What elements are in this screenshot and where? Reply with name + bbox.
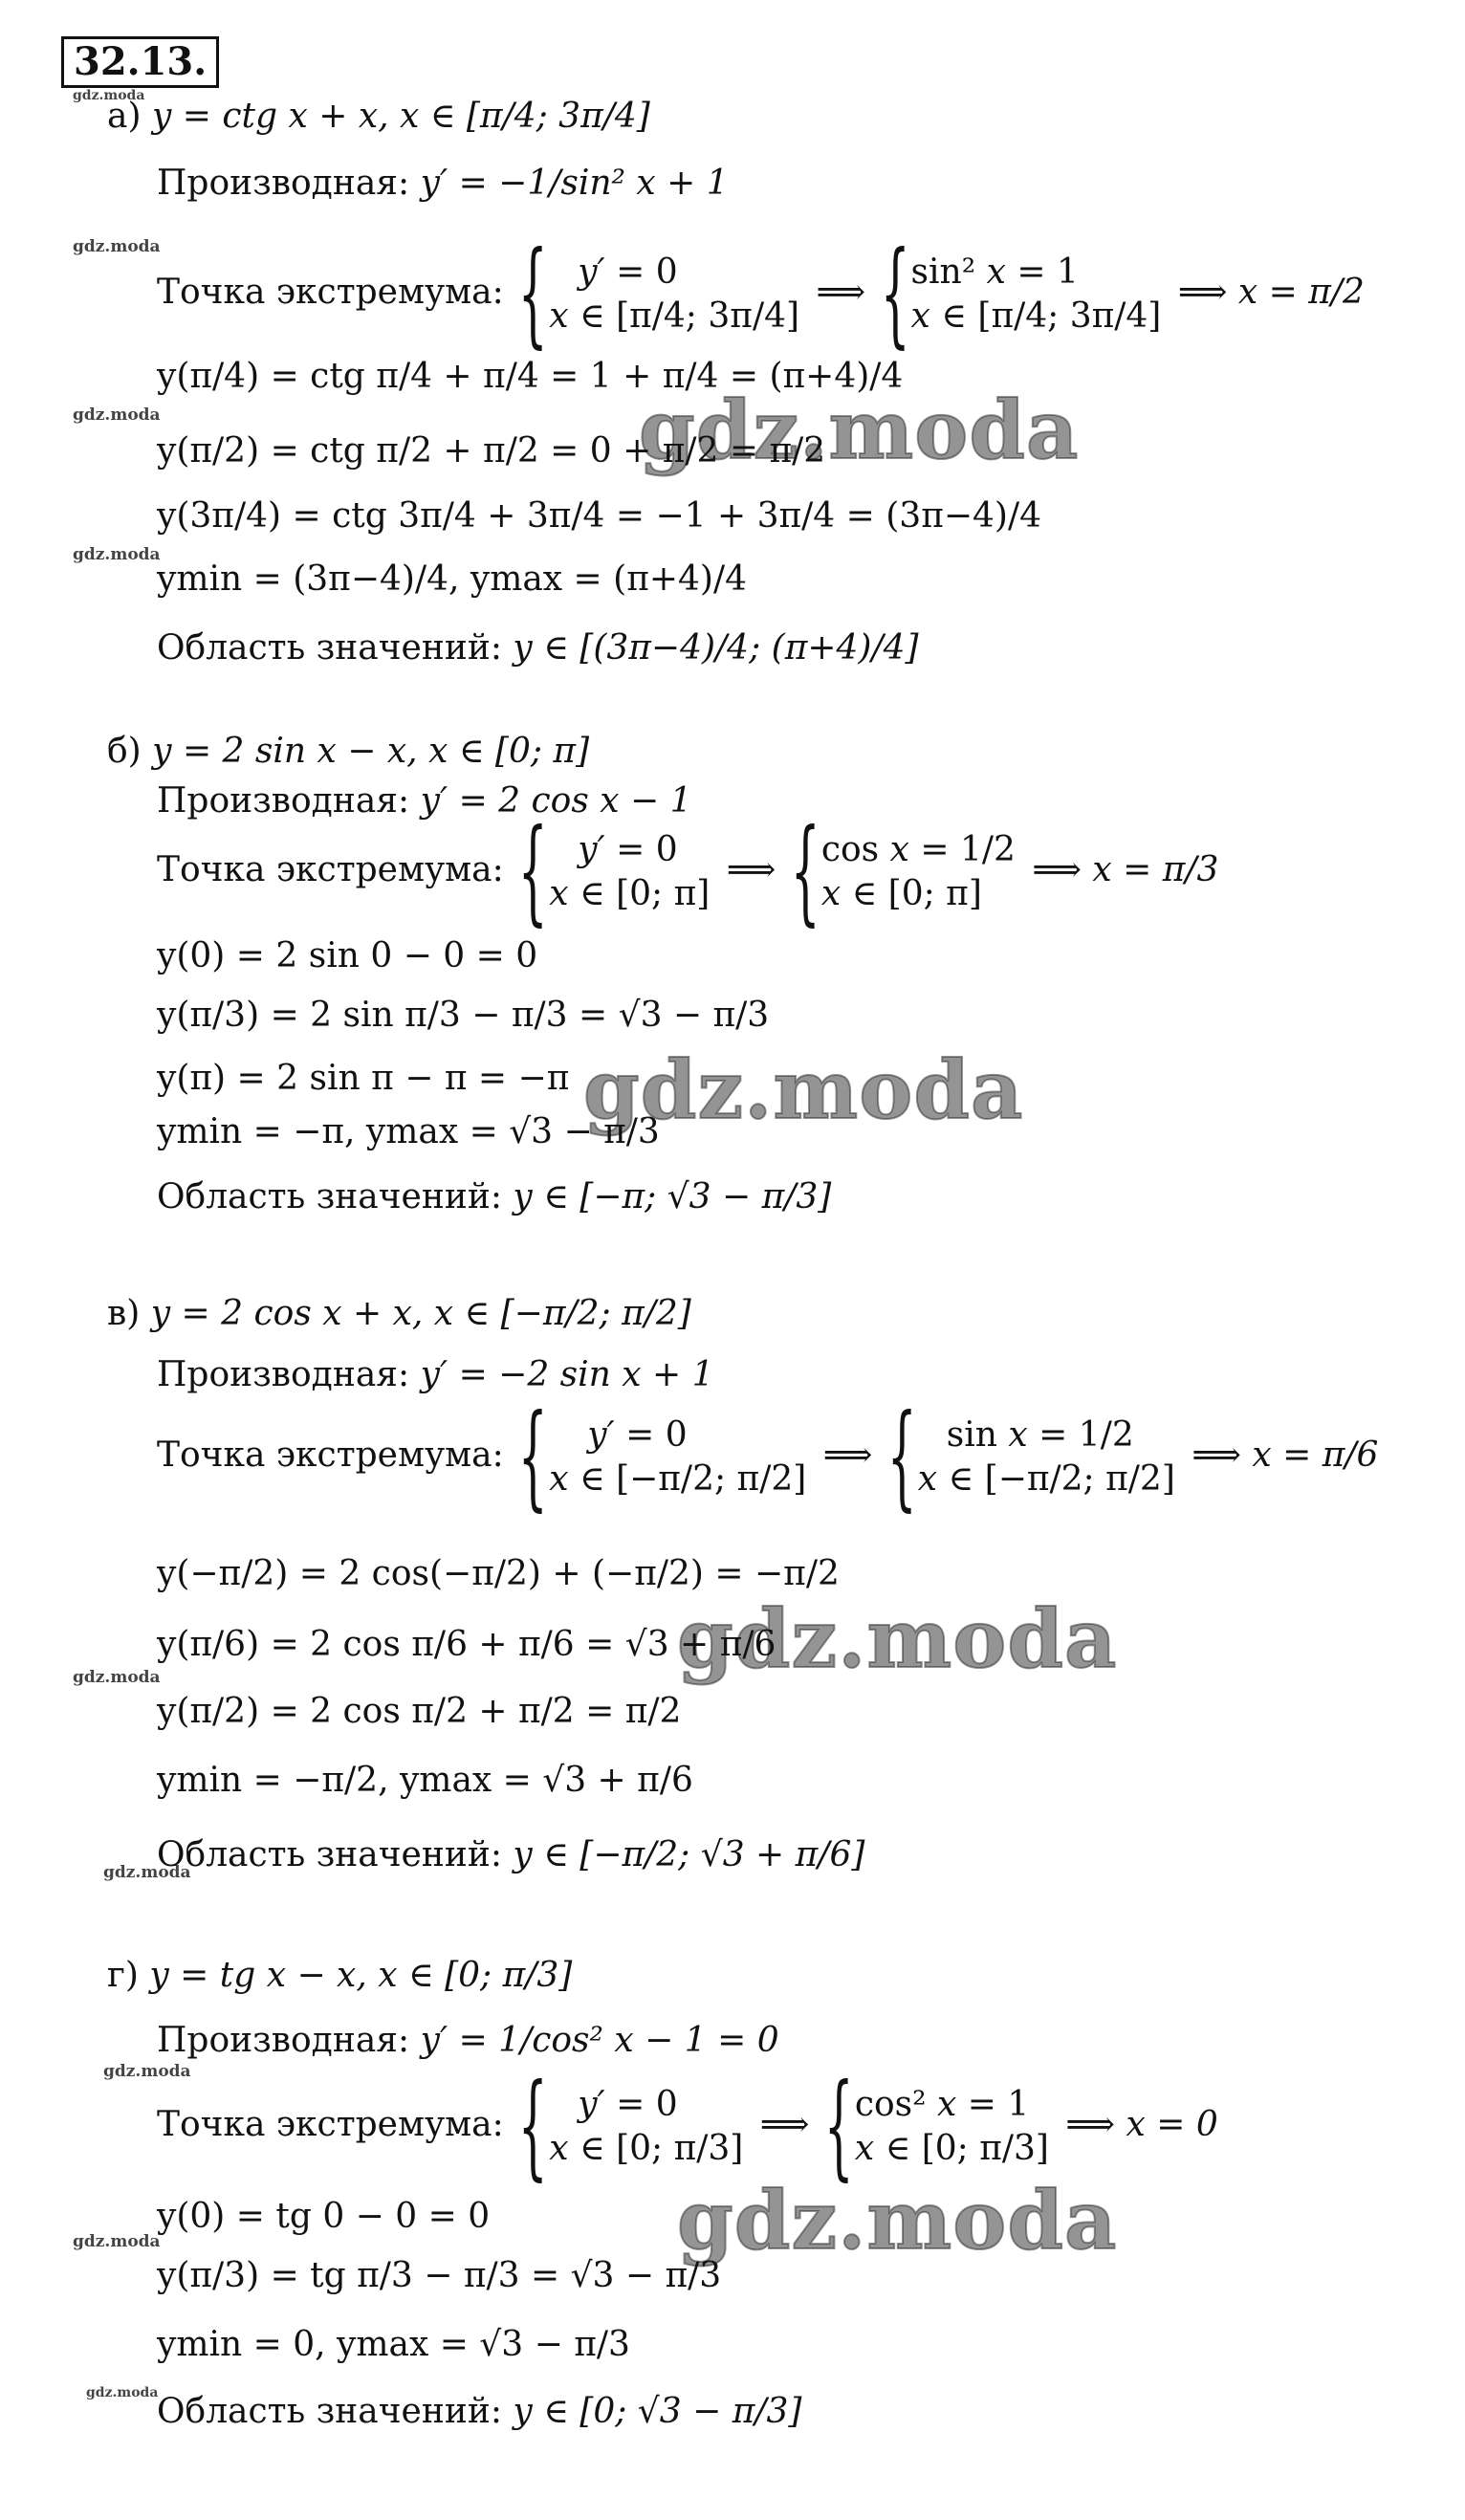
watermark-small: gdz.moda (73, 545, 161, 564)
watermark-big: gdz.moda (583, 1042, 1024, 1137)
part-a-label: а) (107, 97, 142, 136)
part-v-system-1: { y′ = 0 x ∈ [−π/2; π/2] (520, 1413, 806, 1501)
part-g-label: г) (107, 1956, 139, 1995)
watermark-small: gdz.moda (73, 405, 161, 425)
part-b-label: б) (107, 732, 142, 771)
part-a-extremum-line: Точка экстремума: { y′ = 0 x ∈ [π/4; 3π/4] ⟹ { sin² x = 1 x ∈ [π/4; 3π/4] ⟹ x = π/2 (157, 251, 1365, 339)
part-b-range: y ∈ [−π; √3 − π/3] (513, 1177, 832, 1216)
part-v-system-2: { sin x = 1/2 x ∈ [−π/2; π/2] (889, 1413, 1175, 1501)
part-v-extremum-label: Точка экстремума: (157, 1435, 504, 1475)
part-v-header (107, 1293, 691, 1335)
watermark-small: gdz.moda (73, 88, 145, 103)
watermark-small: gdz.moda (73, 2232, 161, 2251)
part-a-range-label: Область значений: (157, 628, 502, 668)
part-v-extremum-line: Точка экстремума: { y′ = 0 x ∈ [−π/2; π/2] ⟹ { sin x = 1/2 x ∈ [−π/2; π/2] ⟹ x = π/6 (157, 1413, 1378, 1501)
part-a-function: y = ctg x + x, x ∈ [π/4; 3π/4] (151, 97, 650, 136)
part-g-range-label: Область значений: (157, 2392, 502, 2431)
part-b-range-label: Область значений: (157, 1177, 502, 1216)
part-a-value-3: y(3π/4) = ctg 3π/4 + 3π/4 = −1 + 3π/4 = (3π−4)/4 (157, 496, 1042, 536)
part-a-extremum-label: Точка экстремума: (157, 273, 504, 312)
watermark-big: gdz.moda (639, 383, 1080, 477)
part-g-value-2: y(π/3) = tg π/3 − π/3 = √3 − π/3 (157, 2256, 722, 2295)
part-b-derivative-line (157, 780, 692, 822)
part-v-range: y ∈ [−π/2; √3 + π/6] (513, 1835, 865, 1874)
part-g-value-1: y(0) = tg 0 − 0 = 0 (157, 2197, 491, 2236)
part-b-system-2: { cos x = 1/2 x ∈ [0; π] (793, 828, 1016, 916)
watermark-small: gdz.moda (103, 2062, 191, 2081)
part-v-range-line (157, 1834, 864, 1876)
part-g-range: y ∈ [0; √3 − π/3] (513, 2392, 802, 2431)
part-g-system-2: { cos² x = 1 x ∈ [0; π/3] (826, 2083, 1049, 2171)
part-b-value-4: ymin = −π, ymax = √3 − π/3 (157, 1112, 660, 1151)
part-b-function: y = 2 sin x − x, x ∈ [0; π] (152, 732, 590, 771)
part-a-value-2: y(π/2) = ctg π/2 + π/2 = 0 + π/2 = π/2 (157, 431, 826, 471)
watermark-big: gdz.moda (677, 2173, 1118, 2268)
part-a-derivative: y′ = −1/sin² x + 1 (420, 164, 729, 203)
part-a-extremum-result: ⟹ x = π/2 (1177, 273, 1365, 312)
watermark-big: gdz.moda (677, 1591, 1118, 1686)
part-a-value-1: y(π/4) = ctg π/4 + π/4 = 1 + π/4 = (π+4)/4 (157, 357, 904, 396)
part-b-extremum-label: Точка экстремума: (157, 850, 504, 889)
part-g-function: y = tg x − x, x ∈ [0; π/3] (149, 1956, 573, 1995)
part-v-derivative-label: Производная: (157, 1355, 410, 1394)
part-b-extremum-result: ⟹ x = π/3 (1032, 850, 1219, 889)
part-a-system-2: { sin² x = 1 x ∈ [π/4; 3π/4] (883, 251, 1162, 339)
part-b-range-line (157, 1176, 831, 1218)
part-a-value-4: ymin = (3π−4)/4, ymax = (π+4)/4 (157, 559, 748, 599)
part-g-derivative-label: Производная: (157, 2021, 410, 2060)
part-a-range-line (157, 627, 919, 669)
part-a-system-1: { y′ = 0 x ∈ [π/4; 3π/4] (520, 251, 799, 339)
part-v-value-1: y(−π/2) = 2 cos(−π/2) + (−π/2) = −π/2 (157, 1554, 840, 1593)
part-v-label: в) (107, 1294, 141, 1333)
part-g-extremum-result: ⟹ x = 0 (1065, 2105, 1218, 2144)
part-b-system-1: { y′ = 0 x ∈ [0; π] (520, 828, 710, 916)
part-v-value-2: y(π/6) = 2 cos π/6 + π/6 = √3 + π/6 (157, 1625, 776, 1664)
part-g-extremum-line: Точка экстремума: { y′ = 0 x ∈ [0; π/3] ⟹ { cos² x = 1 x ∈ [0; π/3] ⟹ x = 0 (157, 2083, 1218, 2171)
part-a-derivative-line (157, 163, 729, 205)
part-a-range: y ∈ [(3π−4)/4; (π+4)/4] (513, 628, 919, 668)
part-a-header (107, 96, 650, 138)
part-v-value-4: ymin = −π/2, ymax = √3 + π/6 (157, 1761, 693, 1800)
part-g-range-line (157, 2391, 801, 2433)
problem-number: 32.13. (61, 36, 219, 88)
part-v-value-3: y(π/2) = 2 cos π/2 + π/2 = π/2 (157, 1692, 682, 1731)
part-g-header (107, 1955, 572, 1997)
part-g-extremum-label: Точка экстремума: (157, 2105, 504, 2144)
part-v-range-label: Область значений: (157, 1835, 502, 1874)
watermark-small: gdz.moda (103, 1863, 191, 1882)
part-g-derivative: y′ = 1/cos² x − 1 = 0 (420, 2021, 779, 2060)
watermark-small: gdz.moda (86, 2385, 159, 2400)
watermark-small: gdz.moda (73, 1668, 161, 1687)
part-g-derivative-line (157, 2020, 779, 2062)
part-v-function: y = 2 cos x + x, x ∈ [−π/2; π/2] (150, 1294, 691, 1333)
part-b-value-3: y(π) = 2 sin π − π = −π (157, 1059, 570, 1098)
part-b-value-1: y(0) = 2 sin 0 − 0 = 0 (157, 936, 538, 975)
part-v-derivative-line (157, 1354, 714, 1396)
part-a-derivative-label: Производная: (157, 164, 410, 203)
part-b-extremum-line: Точка экстремума: { y′ = 0 x ∈ [0; π] ⟹ { cos x = 1/2 x ∈ [0; π] ⟹ x = π/3 (157, 828, 1218, 916)
part-b-derivative: y′ = 2 cos x − 1 (420, 781, 692, 821)
part-g-value-3: ymin = 0, ymax = √3 − π/3 (157, 2325, 630, 2364)
part-b-derivative-label: Производная: (157, 781, 410, 821)
part-v-extremum-result: ⟹ x = π/6 (1192, 1435, 1379, 1475)
watermark-small: gdz.moda (73, 237, 161, 256)
part-v-derivative: y′ = −2 sin x + 1 (420, 1355, 714, 1394)
part-g-system-1: { y′ = 0 x ∈ [0; π/3] (520, 2083, 743, 2171)
part-b-header (107, 731, 589, 773)
part-b-value-2: y(π/3) = 2 sin π/3 − π/3 = √3 − π/3 (157, 996, 770, 1035)
